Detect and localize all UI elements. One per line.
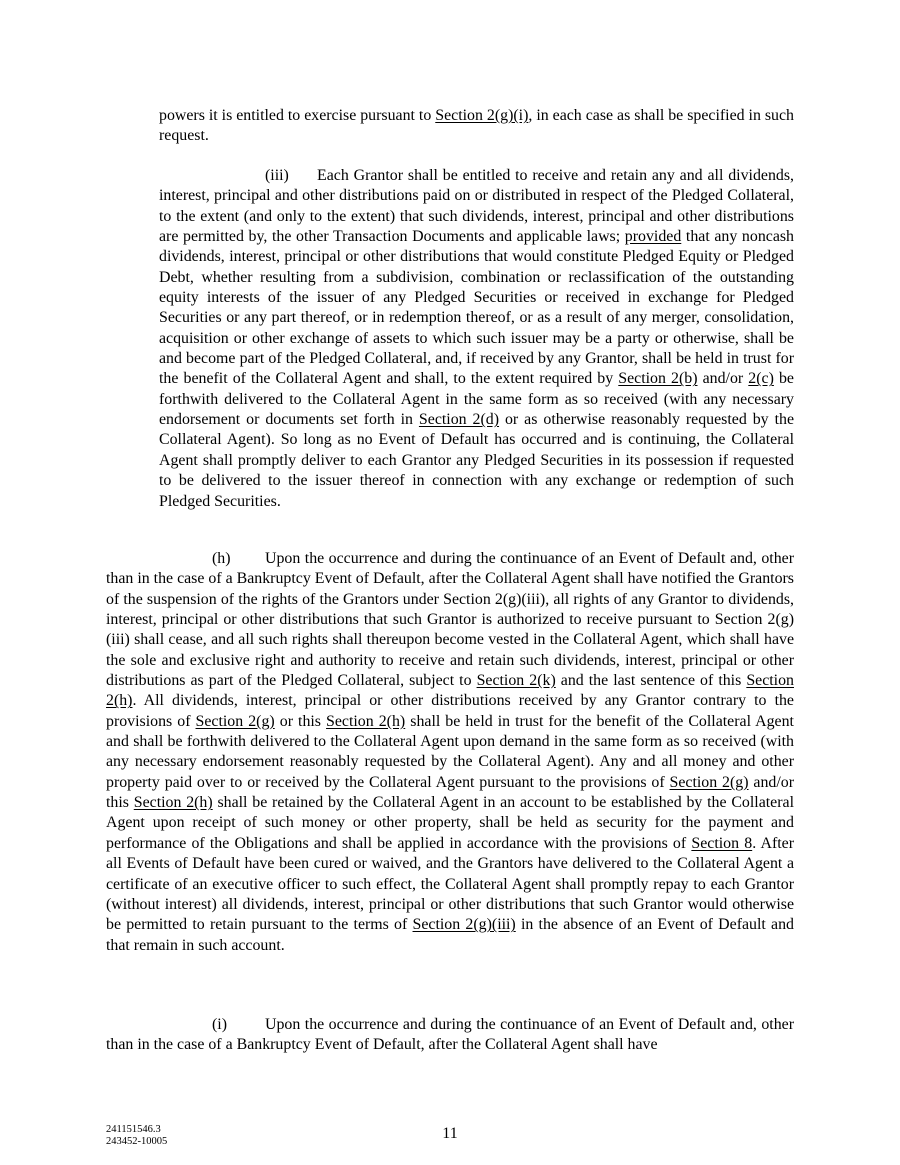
paragraph-label: (h) [212, 550, 231, 567]
section-reference: Section 2(h) [326, 712, 406, 730]
paragraph-label: (iii) [265, 167, 289, 184]
section-reference: Section 2(g) [195, 712, 275, 730]
document-id-line-2: 243452-10005 [106, 1136, 168, 1147]
section-reference: Section 2(b) [618, 370, 698, 388]
text-run: that any noncash dividends, interest, principal or other distributions that would constitute Pledged Equity or Pledged Debt, whether resulting from a subdivision, combination or reclassification of the outstanding equity interests of the issuer of any Pledged Securities or received in exchange for Pledged Securities or any part thereof, or in redemption thereof, or as a result of any merger, consolidation, acquisition or other exchange of assets to which such issuer may be a party or otherwise, shall be and become part of the Pledged Collateral, and, if received by any Grantor, shall be held in trust for the benefit of the Collateral Agent and shall, to the extent required by [159, 228, 795, 388]
section-reference: Section 2(d) [418, 411, 500, 429]
section-reference: Section 2(k) [476, 672, 556, 690]
document-id-line-1: 241151546.3 [106, 1124, 161, 1135]
text-run: Upon the occurrence and during the continuance of an Event of Default and, other than in the case of a Bankruptcy Event of Default, after the Collateral Agent shall have [106, 1016, 794, 1054]
text-run: shall be retained by the Collateral Agent in an account to be established by the Collateral Agent upon receipt of such money or other property, shall be held as security for the payment and performance of the Obligations and shall be applied in accordance with the provisions of [106, 794, 794, 852]
paragraph-h [106, 549, 794, 956]
text-run: in the absence of an Event of Default and that remain in such account. [106, 916, 794, 954]
text-run: and the last sentence of this [555, 672, 747, 690]
paragraph-i [106, 1015, 794, 1056]
paragraph-continuation [159, 106, 794, 147]
text-run: be forthwith delivered to the Collateral Agent in the same form as so received (with any necessary endorsement or documents set forth in [159, 370, 794, 429]
text-run: . All dividends, interest, principal or other distributions received by any Grantor contrary to the provisions of [106, 692, 794, 730]
section-reference: Section 2(g)(i) [435, 107, 529, 124]
text-run: shall be held in trust for the benefit of the Collateral Agent and shall be forthwith delivered to the Collateral Agent upon demand in the same form as so received (with any necessary endorsement reasonably requested by the Collateral Agent). Any and all money and other property paid over to or received by the Collateral Agent pursuant to the provisions of [106, 712, 794, 791]
section-reference: Section 2(g) [669, 773, 749, 791]
page-number: 11 [442, 1125, 458, 1142]
defined-term: provided [624, 228, 682, 246]
section-reference: Section 8 [691, 834, 753, 852]
section-reference: Section 2(h) [133, 794, 213, 812]
paragraph-label: (i) [212, 1016, 227, 1033]
text-run: . After all Events of Default have been cured or waived, and the Grantors have delivered to the Collateral Agent a certificate of an executive officer to such effect, the Collateral Agent shall promptly repay to each Grantor (without interest) all dividends, interest, principal or other distributions that such Grantor would otherwise be permitted to retain pursuant to the terms of [106, 834, 794, 934]
text-run: , in each case as shall be specified in such request. [159, 107, 794, 145]
text-run: or as otherwise reasonably requested by the Collateral Agent). So long as no Event of Default has occurred and is continuing, the Collateral Agent shall promptly deliver to each Grantor any Pledged Securities in its possession if requested to be delivered to the issuer thereof in connection with any exchange or redemption of such Pledged Securities. [159, 411, 794, 510]
text-run: or this [274, 712, 327, 730]
paragraph-iii [159, 166, 794, 512]
text-run: Each Grantor shall be entitled to receive and retain any and all dividends, interest, principal and other distributions paid on or distributed in respect of the Pledged Collateral, to the extent (and only to the extent) that such dividends, interest, principal and other distributions are permitted by, the other Transaction Documents and applicable laws; [159, 167, 794, 246]
section-reference: 2(c) [748, 370, 774, 388]
text-run: powers it is entitled to exercise pursuant to [159, 107, 436, 124]
text-run: and/or [697, 370, 749, 388]
section-reference: Section 2(g)(iii) [412, 916, 516, 934]
section-reference: Section 2(h) [106, 672, 794, 710]
text-run: and/or this [106, 773, 794, 812]
text-run: Upon the occurrence and during the continuance of an Event of Default and, other than in the case of a Bankruptcy Event of Default, after the Collateral Agent shall have notified the Grantors of the suspension of the rights of the Grantors under Section 2(g)(iii), all rights of any Grantor to dividends, interest, principal or other distributions that such Grantor is authorized to receive pursuant to Section 2(g)(iii) shall cease, and all such rights shall thereupon become vested in the Collateral Agent, which shall have the sole and exclusive right and authority to receive and retain such dividends, interest, principal or other distributions as part of the Pledged Collateral, subject to [106, 550, 794, 690]
